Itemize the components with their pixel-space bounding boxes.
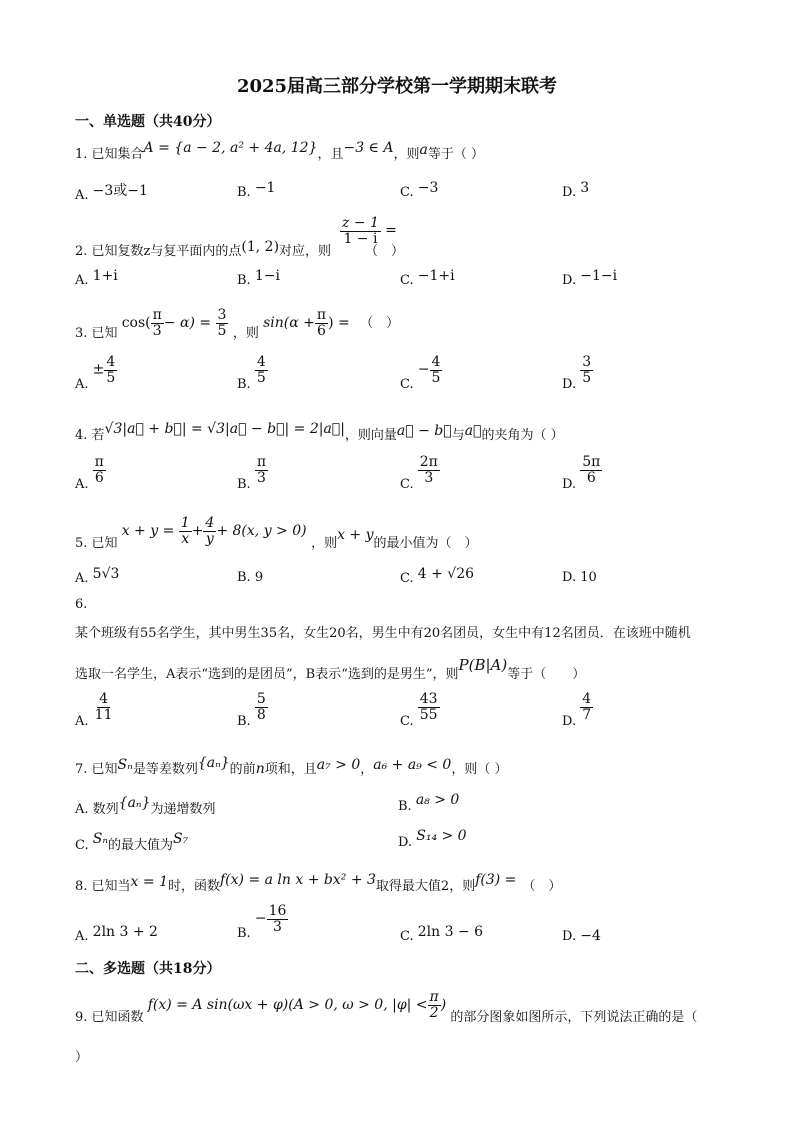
q3-ask-sin: [263, 307, 354, 339]
q5-frac1-den: x: [181, 530, 190, 547]
q9-condition: [288, 989, 447, 1021]
q5-option-c[interactable]: [400, 566, 475, 586]
q2-fraction-numerator: z − 1: [342, 215, 379, 231]
option-letter: B.: [237, 713, 251, 729]
q3-given-cos: [121, 307, 233, 339]
q5-plus: +: [191, 523, 204, 540]
q1-option-a[interactable]: [75, 184, 148, 204]
question-6-line-2: [75, 656, 586, 682]
q8-option-a[interactable]: [75, 924, 158, 944]
option-value: 5√3: [92, 566, 120, 582]
q8-function: f(x) = a ln x + bx² + 3: [220, 872, 376, 888]
option-prefix: −: [417, 361, 430, 378]
q5-option-d[interactable]: [562, 570, 597, 585]
q3-cos-prefix: cos(: [121, 315, 151, 332]
option-numerator: 4: [99, 691, 109, 707]
q6-option-b[interactable]: [237, 691, 268, 729]
q5-expression: x + y: [337, 527, 374, 544]
q3-value-numerator: 3: [217, 307, 227, 323]
q3-text-a: 3. 已知: [75, 326, 118, 342]
q7-text-e: ，: [360, 762, 374, 777]
question-7-stem: [75, 755, 508, 777]
option-letter: D.: [562, 929, 577, 944]
q2-equals: =: [385, 222, 397, 239]
option-text: A. 数列: [75, 802, 119, 817]
option-numerator: 16: [268, 903, 287, 919]
question-6-number: 6.: [75, 597, 88, 612]
option-math: Sₙ: [92, 831, 109, 847]
option-denominator: 5: [582, 369, 592, 386]
q9-text-a: 9. 已知函数: [75, 1010, 144, 1026]
option-numerator: 4: [256, 354, 266, 370]
q3-pi-numerator: π: [152, 307, 162, 323]
option-value: 4 + √26: [417, 566, 475, 582]
option-letter: C.: [400, 929, 414, 944]
q5-text-b: ，则: [311, 536, 338, 552]
option-letter: C.: [400, 185, 414, 200]
q4-condition: √3|a⃗ + b⃗| = √3|a⃗ − b⃗| = 2|a⃗|: [104, 421, 345, 437]
q3-pi-denominator: 3: [152, 322, 162, 339]
option-letter: A.: [75, 713, 89, 729]
q8-x-value: x = 1: [130, 874, 168, 890]
q4-vector-diff: a⃗ − b⃗: [396, 423, 452, 439]
option-letter: C.: [400, 376, 414, 392]
question-4-stem: [75, 421, 564, 443]
q3-option-c[interactable]: [400, 354, 442, 392]
option-letter: A.: [75, 188, 89, 203]
option-letter: B.: [237, 273, 251, 288]
option-value: −4: [580, 928, 601, 944]
option-letter: B.: [398, 799, 412, 814]
option-numerator: 4: [431, 354, 441, 370]
q9-cond-suffix: ): [440, 997, 447, 1014]
option-numerator: 4: [106, 354, 116, 370]
option-letter: C.: [75, 838, 89, 853]
option-prefix: −: [254, 910, 267, 927]
q7-text-f: ，则（ ）: [451, 762, 508, 777]
q2-option-d[interactable]: [562, 268, 618, 288]
q2-text-b: 对应，则: [279, 244, 332, 259]
option-numerator: π: [256, 454, 267, 470]
q9-text-b: 的部分图象如图所示，下列说法正确的是（: [450, 1010, 698, 1026]
q3-text-b: ，则: [232, 326, 259, 342]
q7-text-c: 的前: [229, 762, 256, 777]
q6-line2-text-b: 等于（ ）: [507, 667, 586, 682]
question-1-stem: [75, 140, 484, 162]
section-heading-single-choice: 一、单选题（共40分）: [75, 114, 221, 130]
option-letter: D.: [562, 185, 577, 200]
option-value: 9: [254, 570, 264, 585]
option-letter: B.: [237, 185, 251, 200]
option-value: 2ln 3 − 6: [417, 924, 484, 940]
option-numerator: π: [94, 454, 104, 470]
option-letter: A.: [75, 476, 89, 492]
option-letter: B.: [237, 476, 251, 492]
q1-variable: a: [419, 142, 428, 158]
q7-n: n: [255, 761, 265, 777]
question-8-stem: [75, 872, 562, 894]
q7-cond-2: a₆ + a₉ < 0: [373, 757, 452, 773]
section-heading-multiple-choice: 二、多选题（共18分）: [75, 961, 221, 977]
option-denominator: 6: [94, 469, 104, 486]
q2-option-b[interactable]: [237, 268, 280, 288]
q5-eq-lhs: x + y =: [121, 523, 175, 540]
q4-text-d: 的夹角为（ ）: [481, 428, 564, 443]
option-value: 2ln 3 + 2: [92, 924, 158, 940]
option-denominator: 5: [106, 369, 116, 386]
option-value: 1+i: [92, 268, 118, 284]
q2-text-a: 2. 已知复数z与复平面内的点: [75, 244, 242, 259]
q7-cond-1: a₇ > 0: [316, 757, 361, 773]
q7-option-a[interactable]: [75, 795, 216, 817]
q4-text-a: 4. 若: [75, 428, 105, 443]
q4-text-b: ，则向量: [344, 428, 397, 443]
option-value: 1−i: [254, 268, 280, 284]
q6-line2-text-a: 选取一名学生，A表示“选到的是团员”，B表示“选到的是男生”，则: [75, 667, 459, 682]
option-letter: C.: [400, 476, 414, 492]
q2-option-c[interactable]: [400, 268, 455, 288]
option-letter: A.: [75, 571, 89, 586]
q7-text-b: 是等差数列: [132, 762, 198, 777]
q9-cond-numerator: π: [429, 989, 439, 1005]
option-numerator: 43: [419, 691, 438, 707]
option-denominator: 7: [582, 706, 592, 723]
option-denominator: 3: [424, 469, 434, 486]
q3-ask-pi-denominator: 6: [317, 322, 326, 339]
question-6-line-1: 某个班级有55名学生，其中男生35名，女生20名，男生中有20名团员，女生中有12名团员．在该班中随机: [75, 626, 691, 641]
q6-option-c[interactable]: [400, 691, 440, 729]
q6-probability: P(B|A): [458, 656, 508, 674]
q5-text-a: 5. 已知: [75, 536, 118, 552]
q4-text-c: 与: [451, 428, 465, 443]
q5-option-a[interactable]: [75, 566, 120, 586]
q4-option-c[interactable]: [400, 454, 440, 492]
option-numerator: 4: [582, 691, 592, 707]
q7-text-d: 项和，且: [264, 762, 317, 777]
option-text: 为递增数列: [150, 802, 216, 817]
option-text: 的最大值为: [108, 838, 174, 853]
question-2-stem: [75, 240, 404, 259]
option-letter: A.: [75, 376, 89, 392]
option-letter: A.: [75, 273, 89, 288]
q3-text-c: （ ）: [360, 316, 400, 332]
option-denominator: 11: [94, 706, 113, 723]
q9-function: f(x) = A sin(ωx + φ): [147, 997, 289, 1014]
q5-equation: [121, 515, 311, 547]
q5-frac2-den: y: [205, 530, 214, 547]
q5-frac1-num: 1: [180, 515, 190, 531]
option-numerator: 5π: [582, 454, 601, 470]
q2-fraction-denominator: 1 − i: [343, 230, 378, 247]
option-denominator: 8: [256, 706, 266, 723]
q6-option-a[interactable]: [75, 691, 115, 729]
q7-option-d[interactable]: [398, 828, 467, 850]
option-letter: B.: [237, 925, 251, 941]
q8-text-c: 取得最大值2，则: [375, 879, 476, 894]
option-math: {aₙ}: [118, 795, 151, 811]
q9-cond-denominator: 2: [429, 1004, 439, 1021]
q5-eq-rest: + 8(x, y > 0): [216, 523, 307, 540]
q9-text-c: ）: [75, 1050, 89, 1065]
q1-option-d[interactable]: [562, 180, 590, 200]
option-denominator: 6: [586, 469, 596, 486]
q2-text-c: （ ）: [365, 244, 405, 259]
option-letter: C.: [400, 571, 414, 586]
q8-text-d: （ ）: [522, 879, 562, 894]
q8-option-b[interactable]: [237, 903, 288, 941]
page-title: 2025届高三部分学校第一学期期末联考: [236, 76, 558, 97]
q1-option-c[interactable]: [400, 180, 439, 200]
q7-option-b[interactable]: [398, 792, 460, 814]
q1-condition: −3 ∈ A: [343, 140, 394, 156]
question-3-stem: [75, 307, 400, 342]
option-letter: D.: [562, 570, 577, 585]
option-letter: D.: [562, 713, 577, 729]
option-letter: D.: [398, 835, 413, 850]
q1-option-b[interactable]: [237, 180, 276, 200]
q7-sn: Sₙ: [117, 757, 133, 773]
option-letter: D.: [562, 376, 577, 392]
option-denominator: 3: [256, 469, 266, 486]
q3-ask-pi-numerator: π: [316, 307, 327, 323]
option-denominator: 5: [256, 369, 266, 386]
option-math: a₈ > 0: [415, 792, 460, 808]
q5-frac2-num: 4: [205, 515, 215, 531]
option-value: −3: [417, 180, 439, 196]
q3-sin-prefix: sin(α +: [263, 315, 315, 332]
q9-cond-prefix: (A > 0, ω > 0, |φ| <: [288, 997, 428, 1014]
option-denominator: 55: [419, 706, 438, 723]
q7-option-c[interactable]: [75, 831, 189, 853]
q3-option-b[interactable]: [237, 354, 268, 392]
q2-option-a[interactable]: [75, 268, 118, 288]
option-value: −1−i: [580, 268, 618, 284]
option-letter: B.: [237, 376, 251, 392]
option-numerator: 5: [256, 691, 266, 707]
option-value: 3: [580, 180, 590, 196]
option-numerator: 2π: [419, 454, 438, 470]
q5-text-c: 的最小值为（ ）: [373, 536, 478, 552]
q8-option-d[interactable]: [562, 928, 601, 944]
q7-text-a: 7. 已知: [75, 762, 118, 777]
option-letter: B.: [237, 570, 251, 585]
q4-option-d[interactable]: [562, 454, 602, 492]
option-denominator: 5: [431, 369, 441, 386]
q1-set-expression: A = {a − 2, a² + 4a, 12}: [143, 140, 318, 156]
option-letter: C.: [400, 273, 414, 288]
q3-sin-suffix: ) =: [328, 315, 350, 332]
option-letter: D.: [562, 273, 577, 288]
option-letter: A.: [75, 929, 89, 944]
question-5-stem: [75, 515, 478, 552]
q2-point: (1, 2): [241, 239, 280, 255]
q3-cos-middle: − α) =: [163, 315, 212, 332]
option-math: S₇: [173, 831, 189, 847]
question-9-stem: [75, 989, 698, 1026]
option-math: S₁₄ > 0: [416, 828, 467, 844]
option-value: −3或−1: [92, 183, 148, 199]
q6-option-d[interactable]: [562, 691, 593, 729]
option-value: −1: [254, 180, 276, 196]
q1-text-a: 1. 已知集合: [75, 147, 144, 162]
option-letter: D.: [562, 476, 577, 492]
option-prefix: ±: [92, 361, 105, 378]
q5-option-b[interactable]: [237, 570, 263, 585]
q7-sequence: {aₙ}: [197, 755, 230, 771]
option-letter: C.: [400, 713, 414, 729]
q8-text-b: 时，函数: [167, 879, 220, 894]
option-denominator: 3: [273, 918, 282, 935]
q8-f3: f(3) =: [475, 872, 517, 888]
option-value: 10: [580, 570, 597, 585]
option-numerator: 3: [582, 354, 592, 370]
q8-text-a: 8. 已知当: [75, 879, 131, 894]
q8-option-c[interactable]: [400, 924, 484, 944]
q4-option-b[interactable]: [237, 454, 268, 492]
q1-text-b: ，且: [317, 147, 344, 162]
option-value: −1+i: [417, 268, 455, 284]
q3-value-denominator: 5: [217, 322, 227, 339]
q1-text-d: 等于（ ）: [427, 147, 484, 162]
q3-option-d[interactable]: [562, 354, 593, 392]
q1-text-c: ，则: [393, 147, 420, 162]
q3-option-a[interactable]: [75, 354, 117, 392]
q4-vector-a: a⃗: [464, 423, 482, 439]
q4-option-a[interactable]: [75, 454, 106, 492]
